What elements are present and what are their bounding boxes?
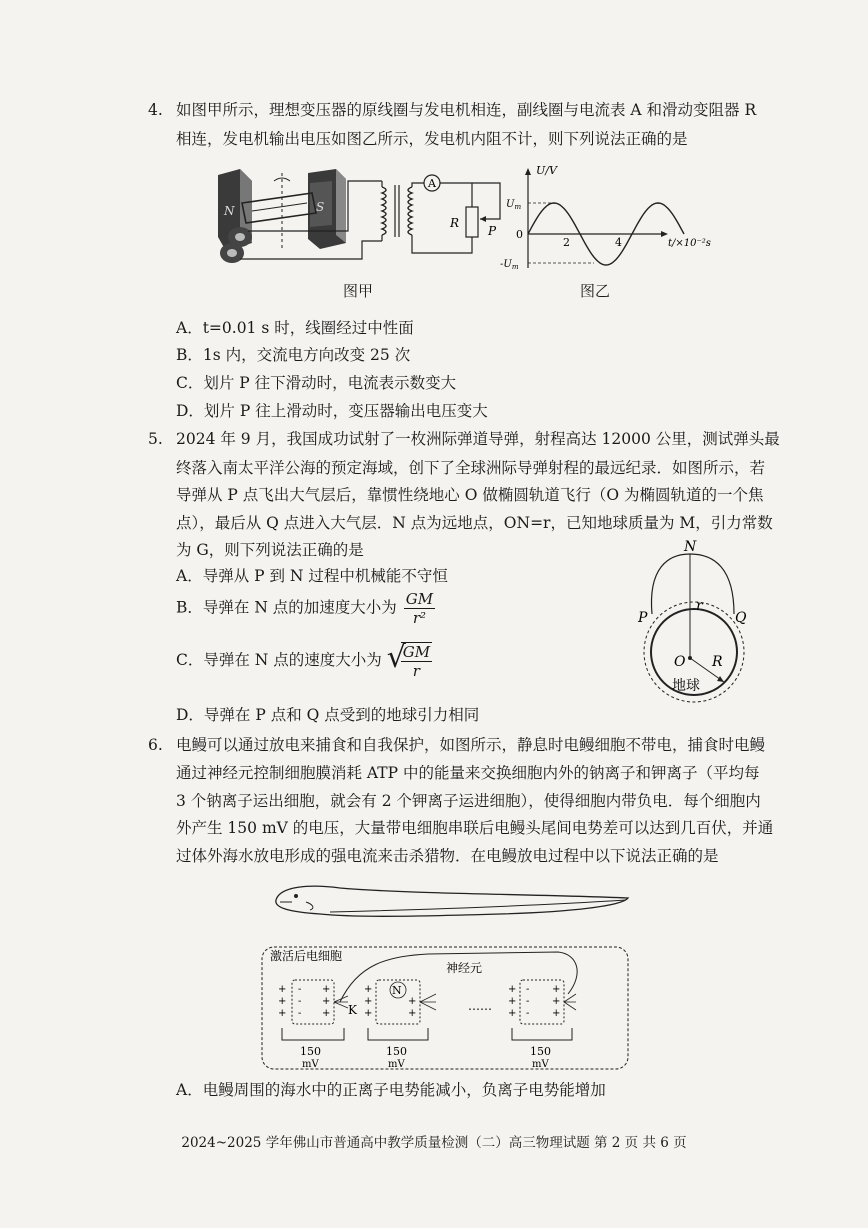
radius-r-label: r	[696, 598, 703, 614]
q5-stem-line2: 终落入南太平洋公海的预定海域，创下了全球洲际导弹射程的最远纪录．如图所示，若	[176, 459, 766, 477]
svg-text:-: -	[298, 1008, 302, 1019]
q6-stem-line3: 3 个钠离子运出细胞，就会有 2 个钾离子运进细胞），使得细胞内带负电．每个细胞内	[176, 792, 761, 810]
frac-numerator: GM	[405, 590, 434, 608]
q5-option-c-text: C．导弹在 N 点的速度大小为	[176, 651, 382, 669]
q4-stem-line1: 如图甲所示，理想变压器的原线圈与发电机相连，副线圈与电流表 A 和滑动变阻器 R	[176, 101, 757, 119]
q5-option-b-text: B．导弹在 N 点的加速度大小为	[176, 598, 397, 617]
q4-number: 4.	[148, 101, 163, 119]
q5-orbit-figure	[628, 540, 758, 710]
svg-text:+: +	[278, 984, 287, 995]
svg-text:-: -	[298, 984, 302, 995]
slider-label: P	[488, 224, 497, 238]
cell1-voltage: 150	[300, 1045, 321, 1058]
svg-text:+: +	[364, 1008, 373, 1019]
svg-text:Um	[506, 199, 521, 211]
q5-stem-line1: 2024 年 9 月，我国成功试射了一枚洲际弹道导弹，射程高达 12000 公里，测试弹头最	[176, 430, 780, 448]
q5-stem-line4: 点），最后从 Q 点进入大气层．N 点为远地点，ON=r，已知地球质量为 M，引力常数	[176, 514, 773, 532]
q6-stem-line4: 外产生 150 mV 的电压，大量带电细胞串联后电鳗头尾间电势差可以达到几百伏，并通	[176, 819, 774, 837]
q6-number: 6.	[148, 736, 163, 754]
sqrt-numerator: GM	[402, 643, 431, 661]
svg-text:+: +	[508, 1008, 517, 1019]
point-n-label: N	[684, 540, 697, 555]
cell3-unit: mV	[532, 1059, 549, 1070]
cell1-unit: mV	[302, 1059, 319, 1070]
q5-option-b-fraction	[404, 590, 435, 627]
svg-text:+: +	[364, 984, 373, 995]
q4-figure-jia	[212, 165, 512, 270]
svg-text:+: +	[278, 996, 287, 1007]
y-axis-label: U/V	[536, 164, 557, 177]
pole-s-label: S	[316, 200, 325, 214]
q4-option-a: A．t=0.01 s 时，线圈经过中性面	[176, 319, 414, 337]
svg-text:+: +	[508, 996, 517, 1007]
q6-stem-line1: 电鳗可以通过放电来捕食和自我保护，如图所示，静息时电鳗细胞不带电，捕食时电鳗	[176, 736, 766, 754]
pole-n-label: N	[224, 204, 235, 218]
cell2-voltage: 150	[386, 1045, 407, 1058]
neg-um-sub: m	[511, 263, 519, 271]
neg-um-label: -U	[500, 259, 512, 270]
figure-yi-caption: 图乙	[580, 282, 611, 300]
origin-label: 0	[516, 228, 523, 241]
neuron-label: 神经元	[446, 961, 483, 975]
svg-text:-Um	[500, 259, 519, 271]
q6-option-a: A．电鳗周围的海水中的正离子电势能减小，负离子电势能增加	[176, 1081, 606, 1099]
q4-option-b: B．1s 内，交流电方向改变 25 次	[176, 346, 411, 364]
svg-text:+: +	[508, 984, 517, 995]
n-label: N	[392, 984, 402, 997]
frac-denominator: r²	[412, 609, 427, 627]
svg-text:+: +	[322, 1008, 331, 1019]
tick-2-label: 2	[563, 236, 570, 249]
svg-text:+: +	[552, 996, 561, 1007]
um-label: U	[506, 199, 515, 210]
eel-illustration	[270, 880, 635, 922]
q5-number: 5.	[148, 430, 163, 448]
svg-text:+: +	[408, 996, 417, 1007]
point-q-label: Q	[735, 610, 747, 626]
point-o-label: O	[674, 654, 686, 670]
electric-cell-diagram	[258, 944, 634, 1074]
point-p-label: P	[638, 610, 648, 626]
box-title: 激活后电细胞	[270, 949, 343, 963]
q4-option-c: C．划片 P 往下滑动时，电流表示数变大	[176, 374, 457, 392]
q6-stem-line2: 通过神经元控制细胞膜消耗 ATP 中的能量来交换细胞内外的钠离子和钾离子（平均每	[176, 764, 760, 782]
q5-stem-line3: 导弹从 P 点飞出大气层后，靠惯性绕地心 O 做椭圆轨道飞行（O 为椭圆轨道的一个焦	[176, 486, 764, 504]
q5-stem-line5: 为 G，则下列说法正确的是	[176, 541, 364, 559]
svg-text:-: -	[526, 984, 530, 995]
svg-text:-: -	[526, 1008, 530, 1019]
earth-radius-label: R	[712, 654, 723, 670]
tick-4-label: 4	[615, 236, 622, 249]
page-footer: 2024~2025 学年佛山市普通高中教学质量检测（二）高三物理试题 第 2 页 共 6 页	[181, 1135, 687, 1151]
q5-option-c-sqrt: √ $\frac{GM}{r}$	[386, 640, 431, 680]
q5-option-d: D．导弹在 P 点和 Q 点受到的地球引力相同	[176, 706, 480, 724]
q6-stem-line5: 过体外海水放电形成的强电流来击杀猎物．在电鳗放电过程中以下说法正确的是	[176, 847, 719, 865]
svg-text:+: +	[322, 984, 331, 995]
sqrt-denominator: r	[412, 662, 420, 680]
ammeter-label: A	[428, 177, 436, 190]
um-sub: m	[514, 203, 522, 211]
figure-jia-caption: 图甲	[343, 282, 374, 300]
svg-text:+: +	[552, 984, 561, 995]
cell3-voltage: 150	[530, 1045, 551, 1058]
svg-text:-: -	[526, 996, 530, 1007]
q4-option-d: D．划片 P 往上滑动时，变压器输出电压变大	[176, 402, 488, 420]
q4-stem-line2: 相连，发电机输出电压如图乙所示，发电机内阻不计，则下列说法正确的是	[176, 130, 688, 148]
resistor-label: R	[450, 216, 460, 230]
q5-option-c	[176, 642, 432, 680]
cell2-unit: mV	[388, 1059, 405, 1070]
k-label: K	[348, 1003, 357, 1017]
svg-text:-: -	[298, 996, 302, 1007]
q5-option-b	[176, 590, 435, 627]
q4-figure-yi	[494, 162, 724, 274]
ellipsis-label: ……	[468, 999, 492, 1013]
x-axis-label: t/×10⁻²s	[668, 238, 711, 249]
svg-text:+: +	[408, 1008, 417, 1019]
svg-text:+: +	[322, 996, 331, 1007]
svg-text:+: +	[278, 1008, 287, 1019]
svg-text:+: +	[364, 996, 373, 1007]
svg-text:+: +	[552, 1008, 561, 1019]
earth-label: 地球	[672, 678, 700, 694]
q5-option-a: A．导弹从 P 到 N 过程中机械能不守恒	[176, 567, 448, 585]
